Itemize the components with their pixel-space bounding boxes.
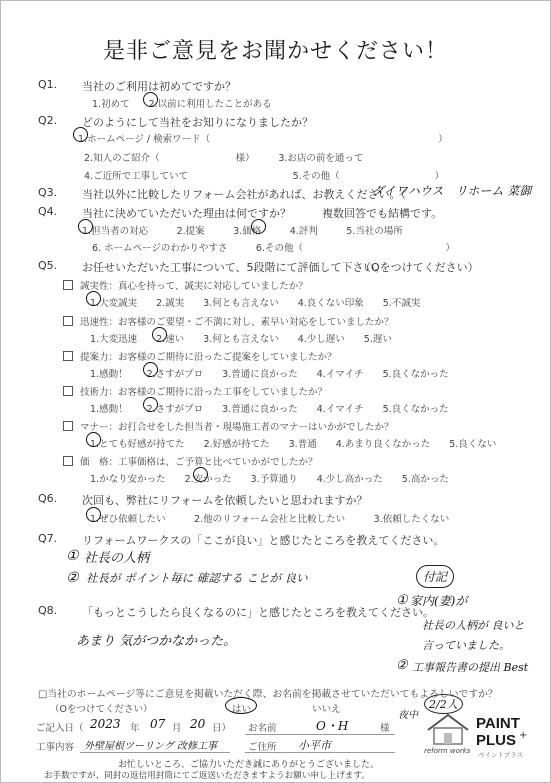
q7-handwritten-answer-1: 社長の人柄 (84, 551, 150, 566)
house-logo-icon (424, 712, 472, 746)
q2-option-row1: 1.ホームページ / 検索ワード（ ） (78, 134, 448, 145)
plus-icon: + (519, 730, 528, 741)
date-year[interactable]: 2023 (90, 717, 121, 731)
checkbox[interactable] (63, 386, 73, 396)
q8-question: 「もっとこうしたら良くなるのに」と感じたところを教えてください。 (82, 606, 434, 619)
side-note-heading: 付記 (416, 565, 454, 588)
q5-item-options: 1.かなり安かった 2.安かった 3.予算通り 4.少し高かった 5.高かった (90, 474, 449, 485)
consent-yes[interactable]: はい (232, 704, 252, 715)
divider (245, 752, 395, 753)
checkbox[interactable] (63, 351, 73, 361)
q7-handwritten-answer-2: 社長が ポイント毎に 確認する ことが 良い (86, 571, 308, 585)
q4-option-row2: 6. ホームページのわかりやすさ 6.その他（ ） (92, 243, 455, 254)
q5-item-heading: マナー：お打合せをした担当者・現場施工者のマナーはいかがでしたか？ (80, 422, 394, 433)
q6-question: 次回も、弊社にリフォームを依頼したいと思われますか？ (82, 494, 368, 507)
q5-item-heading: 提案力：お客様のご期待に沿ったご提案をしていましたか？ (80, 352, 337, 363)
answer-circle (78, 219, 93, 234)
q8-number: Q8. (38, 604, 58, 617)
side-note-marker-1: ① (396, 593, 408, 608)
q7-answer-marker-2: ② (66, 570, 79, 586)
address-label: ご住所 (248, 742, 277, 753)
year-unit: 年 (130, 723, 140, 734)
q1-options: 1.初めて 2.以前に利用したことがある (92, 99, 272, 110)
side-note-line-2: 社長の人柄が 良いと (422, 619, 525, 632)
footer-request: お手数ですが、同封の返信用封筒にてご返送いただきますようお願い申し上げます。 (44, 771, 370, 781)
q5-item-options: 1.大変迅速 2.速い 3.何とも言えない 4.少し遅い 5.遅い (90, 334, 392, 345)
side-note-line-3: 言っていました。 (422, 639, 510, 652)
page-title: 是非ご意見をお聞かせください！ (102, 39, 448, 64)
answer-circle (86, 507, 101, 522)
q2-number: Q2. (38, 114, 58, 127)
q4-number: Q4. (38, 205, 58, 218)
q5-item-heading: 誠実性：真心を持って、誠実に対応していましたか？ (80, 281, 308, 292)
q5-item-heading: 迅速性：お客様のご要望・ご不満に対し、素早い対応をしていましたか？ (80, 317, 394, 328)
footer-thanks: お忙しいところ、ご協力いただき誠にありがとうございました。 (118, 760, 380, 770)
q5-item-heading: 技術力：お客様のご期待に沿った工事をしていましたか？ (80, 387, 328, 398)
divider (80, 752, 230, 753)
divider (245, 734, 395, 735)
date-month[interactable]: 07 (150, 717, 166, 731)
side-note-line-4: 工事報告書の提出 Best (412, 661, 529, 674)
day-unit: 日） (212, 723, 232, 734)
logo-brand-2: PLUS (476, 732, 517, 749)
stamp-note-2: 2/2人 (424, 694, 463, 714)
work-label: 工事内容 (36, 742, 75, 753)
answer-circle (86, 291, 101, 306)
checkbox[interactable] (63, 421, 73, 431)
consent-note: （Oをつけてください） (50, 704, 153, 715)
checkbox[interactable] (63, 316, 73, 326)
name-suffix: 様 (380, 723, 390, 734)
q6-options: 1.ぜひ依頼したい 2.他のリフォーム会社と比較したい 3.依頼したくない (90, 514, 450, 525)
month-unit: 月 (172, 723, 182, 734)
q6-number: Q6. (38, 492, 58, 505)
q7-answer-marker-1: ① (66, 548, 79, 564)
q7-question: リフォームワークスの「ここが良い」と感じたところを教えてください。 (82, 534, 445, 547)
q5-item-options: 1.感動！ 2.さすがプロ 3.普通に良かった 4.イマイチ 5.良くなかった (90, 369, 449, 380)
checkbox[interactable] (63, 280, 73, 290)
q7-number: Q7. (38, 532, 58, 545)
q2-option-row3: 4.ご近所で工事していて 5.その他（ ） (84, 171, 445, 182)
q5-number: Q5. (38, 259, 58, 272)
answer-circle (152, 327, 167, 342)
work-value[interactable]: 外壁屋根ツーリング 改修工事 (84, 741, 217, 752)
q4-option-row1: 1.担当者の対応 2.提案 3.価格 4.評判 5.当社の場所 (82, 226, 403, 237)
q5-question: お任せいただいた工事について、5段階にて評価して下さい。 (82, 261, 386, 274)
stamp-note-1: 夜中 (398, 710, 418, 721)
consent-question: □当社のホームページ等にご意見を掲載いただく際、お名前を掲載させていただいてもよろしいですか？ (38, 689, 498, 700)
q4-note: 複数回答でも結構です。 (322, 207, 443, 220)
answer-circle (251, 219, 266, 234)
answer-circle (143, 362, 158, 377)
side-note-marker-2: ② (396, 658, 408, 673)
address-value[interactable]: 小平市 (298, 739, 331, 752)
answer-circle (143, 397, 158, 412)
q5-item-options: 1.大変誠実 2.誠実 3.何とも言えない 4.良くない印象 5.不誠実 (90, 298, 421, 309)
logo-jp: ペイントプラス (478, 751, 524, 759)
q2-question: どのようにして当社をお知りになりましたか？ (82, 116, 313, 129)
logo-brand-1: PAINT (476, 715, 520, 732)
date-day[interactable]: 20 (190, 717, 206, 731)
answer-circle (225, 697, 257, 714)
q4-question: 当社に決めていただいた理由は何ですか？ (82, 207, 291, 220)
q3-handwritten-answer: ダイワハウス リホーム 菜御 (372, 184, 532, 198)
answer-circle (86, 432, 101, 447)
side-note-line-1: 家内(妻)が (410, 594, 468, 608)
answer-circle (143, 92, 158, 107)
name-label: お名前 (248, 723, 277, 734)
q5-note: （Oをつけてください） (360, 261, 479, 274)
q3-number: Q3. (38, 186, 58, 199)
name-value[interactable]: O・H (316, 719, 349, 733)
answer-circle (193, 467, 208, 482)
q2-option-row2: 2.知人のご紹介（ 様） 3.お店の前を通って (84, 153, 364, 164)
q8-handwritten-answer: あまり 気がつかなかった。 (76, 634, 237, 649)
answer-circle (73, 127, 88, 142)
q1-question: 当社のご利用は初めてですか？ (82, 80, 236, 93)
q5-item-heading: 価 格：工事価格は、ご予算と比べていかがでしたか？ (80, 457, 318, 468)
q5-item-options: 1.感動！ 2.さすがプロ 3.普通に良かった 4.イマイチ 5.良くなかった (90, 404, 449, 415)
date-label: ご記入日（ (36, 723, 84, 734)
q3-question: 当社以外に比較したリフォーム会社があれば、お教えください。（ (82, 188, 406, 201)
q5-item-options: 1.とても好感が持てた 2.好感が持てた 3.普通 4.あまり良くなかった 5.良くない (90, 439, 497, 450)
consent-no[interactable]: いいえ (312, 704, 341, 715)
q1-number: Q1. (38, 78, 58, 91)
logo-sub: reform works (424, 747, 471, 755)
checkbox[interactable] (63, 456, 73, 466)
